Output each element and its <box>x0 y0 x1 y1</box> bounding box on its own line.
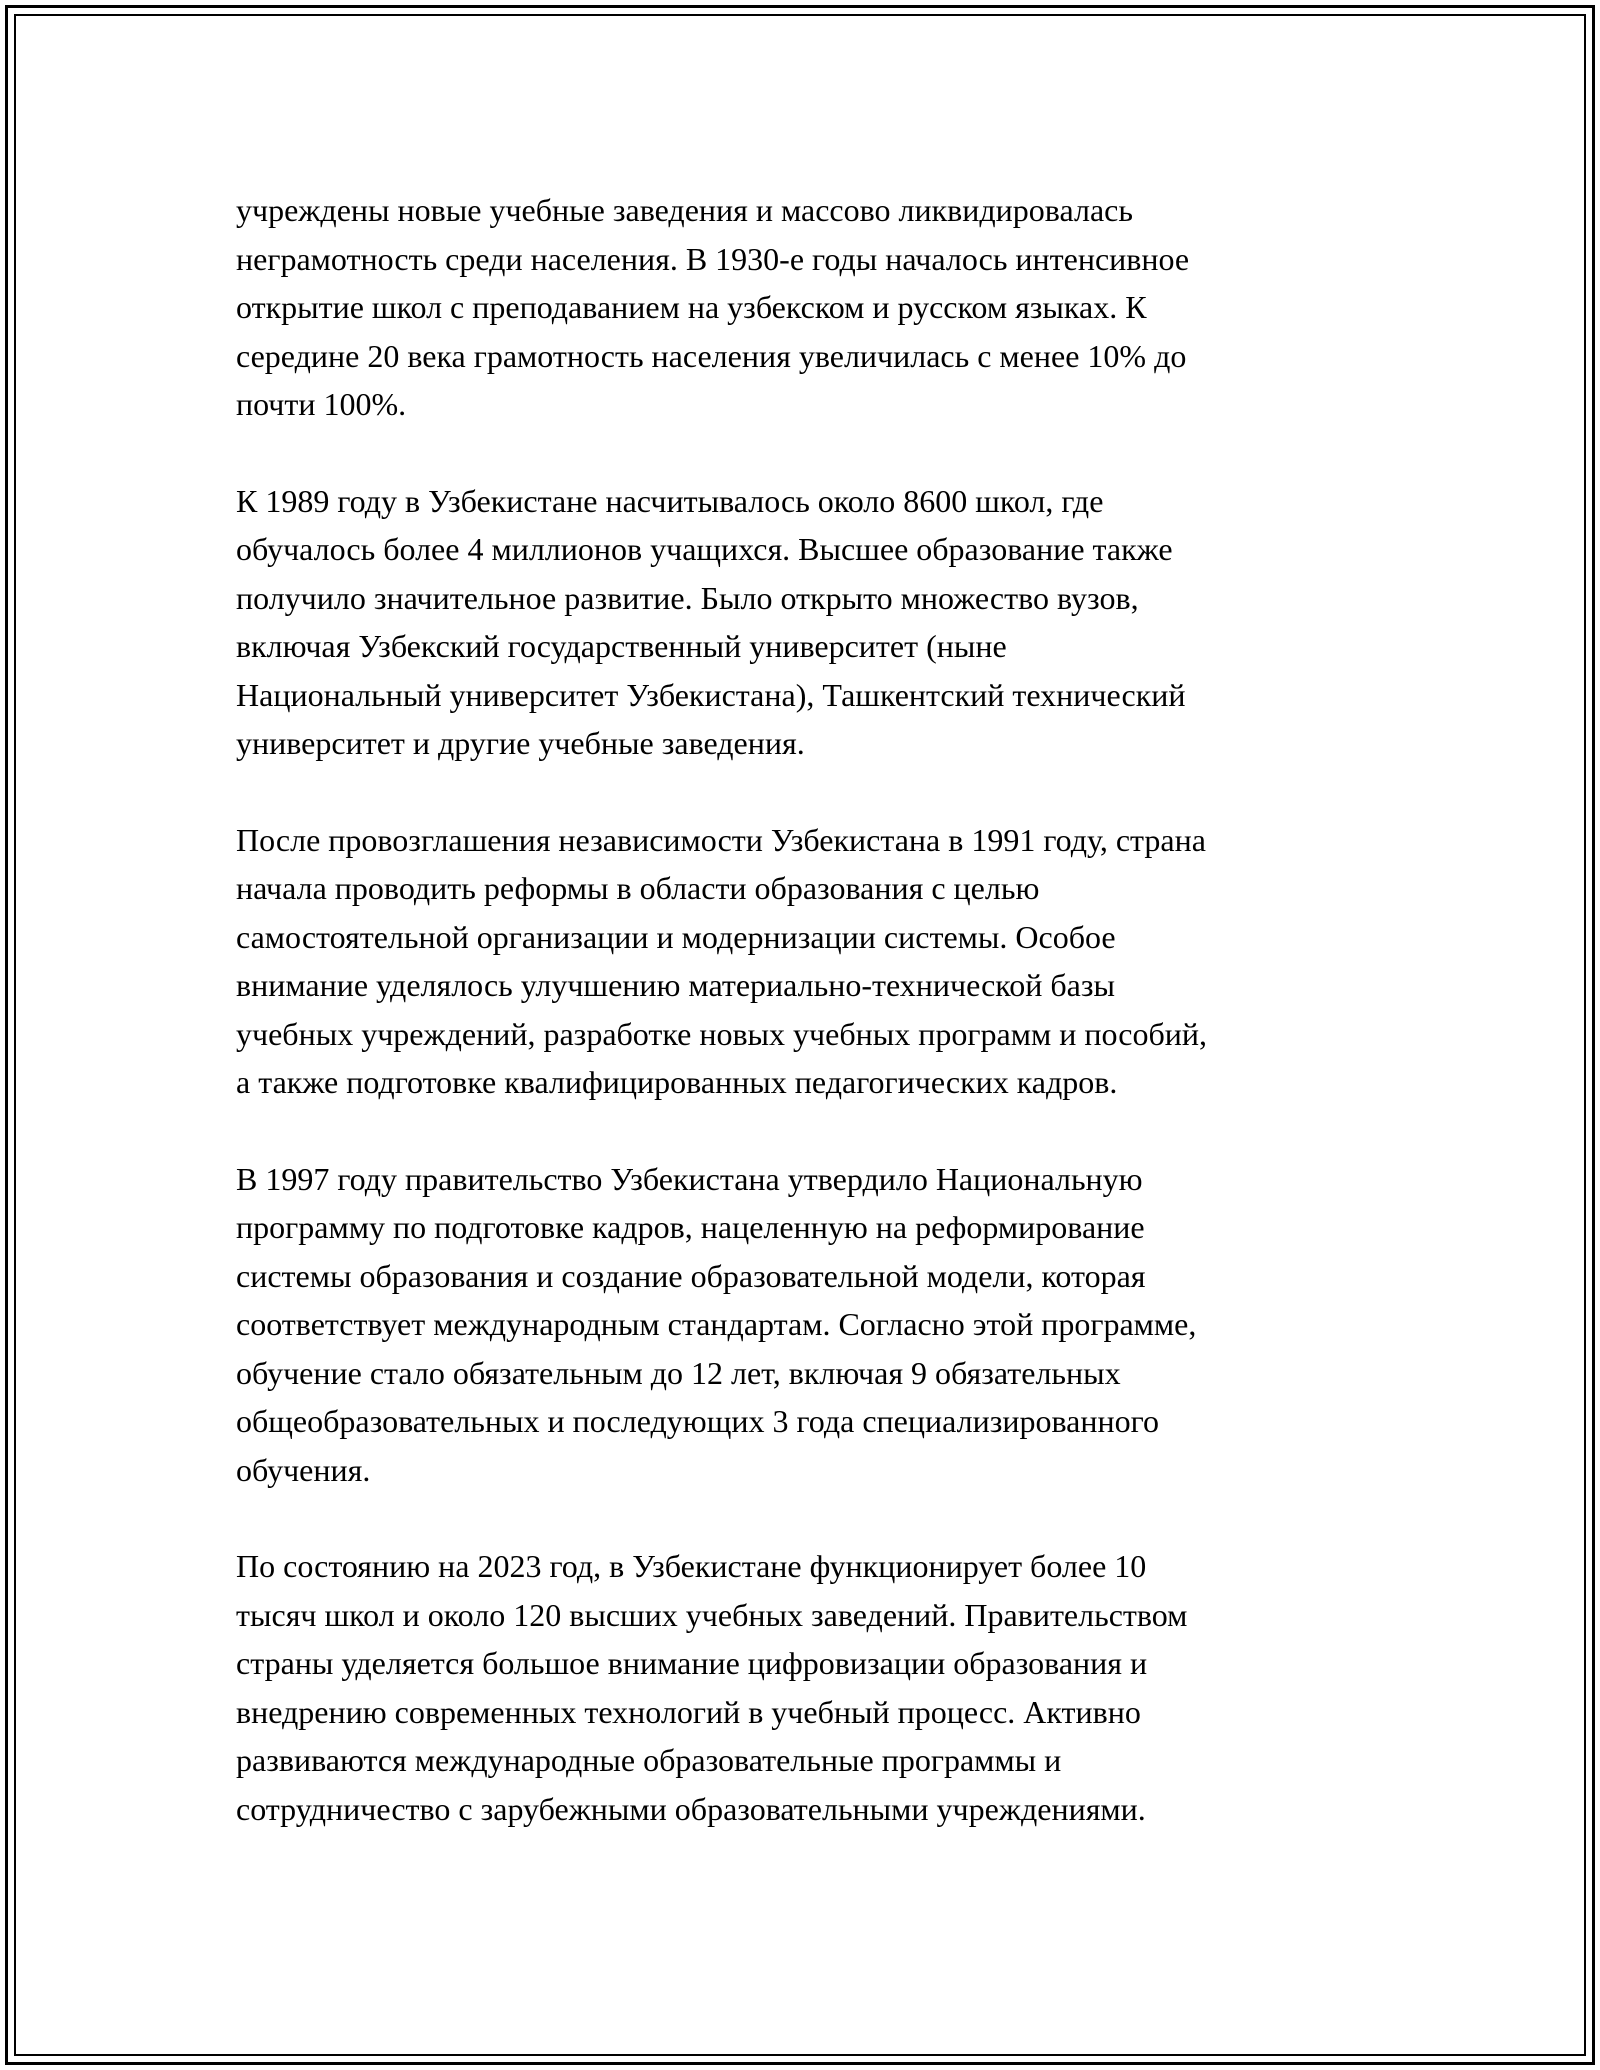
text-line: внимание уделялось улучшению материально-технической базы <box>236 967 1115 1003</box>
text-line: внедрению современных технологий в учебный процесс. Активно <box>236 1693 1141 1730</box>
text-line: системы образования и создание образовательной модели, которая <box>236 1257 1146 1294</box>
text-line: страны уделяется большое внимание цифровизации образования и <box>236 1645 1148 1681</box>
paragraph-literacy <box>236 186 1376 429</box>
text-line: середине 20 века грамотность населения увеличилась с менее 10% до <box>236 337 1187 374</box>
text-line: обучения. <box>236 1451 371 1488</box>
text-line: университет и другие учебные заведения. <box>236 725 805 761</box>
text-line: включая Узбекский государственный университет (ныне <box>236 628 1007 664</box>
text-line: общеобразовательных и последующих 3 года специализированного <box>236 1403 1159 1439</box>
text-line: получило значительное развитие. Было открыто множество вузов, <box>236 579 1139 616</box>
text-line: обучалось более 4 миллионов учащихся. Высшее образование также <box>236 531 1173 567</box>
text-line: учреждены новые учебные заведения и массово ликвидировалась <box>236 192 1133 228</box>
paragraph-independence-reforms <box>236 816 1376 1107</box>
text-line: тысяч школ и около 120 высших учебных заведений. Правительством <box>236 1596 1188 1633</box>
text-line: Национальный университет Узбекистана), Ташкентский технический <box>236 676 1186 713</box>
text-line: развиваются международные образовательные программы и <box>236 1742 1062 1778</box>
paragraph-1997-program <box>236 1155 1376 1495</box>
text-line: сотрудничество с зарубежными образовательными учреждениями. <box>236 1790 1146 1827</box>
text-line: почти 100%. <box>236 386 407 422</box>
text-line: соответствует международным стандартам. Согласно этой программе, <box>236 1306 1197 1342</box>
paragraph-2023-status <box>236 1542 1376 1833</box>
text-line: В 1997 году правительство Узбекистана утвердило Национальную <box>236 1160 1143 1197</box>
text-line: начала проводить реформы в области образования с целью <box>236 870 1040 906</box>
text-line: К 1989 году в Узбекистане насчитывалось около 8600 школ, где <box>236 482 1104 519</box>
paragraph-1989-schools <box>236 477 1376 768</box>
text-line: открытие школ с преподаванием на узбекском и русском языках. К <box>236 289 1147 325</box>
text-line: самостоятельной организации и модернизации системы. Особое <box>236 918 1116 955</box>
text-line: обучение стало обязательным до 12 лет, включая 9 обязательных <box>236 1354 1121 1391</box>
document-body <box>236 186 1376 1833</box>
text-line: программу по подготовке кадров, нацеленную на реформирование <box>236 1209 1145 1245</box>
text-line: После провозглашения независимости Узбекистана в 1991 году, страна <box>236 821 1206 858</box>
text-line: а также подготовке квалифицированных педагогических кадров. <box>236 1064 1118 1100</box>
text-line: неграмотность среди населения. В 1930-е годы началось интенсивное <box>236 240 1190 277</box>
text-line: учебных учреждений, разработке новых учебных программ и пособий, <box>236 1015 1207 1052</box>
text-line: По состоянию на 2023 год, в Узбекистане функционирует более 10 <box>236 1548 1147 1584</box>
